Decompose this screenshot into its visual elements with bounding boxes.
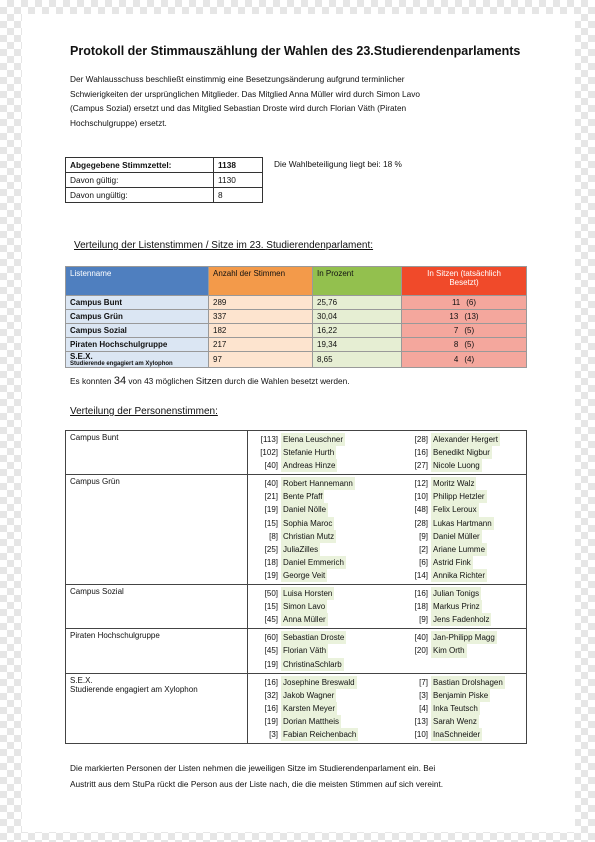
- seats-value: 13: [449, 312, 459, 321]
- candidate-column: [252, 587, 402, 626]
- candidate-entry: [402, 613, 522, 626]
- candidate-votes: [9]: [419, 615, 428, 625]
- list-table-row: [66, 310, 527, 324]
- candidate-votes: [14]: [414, 570, 428, 580]
- candidate-entry: [252, 517, 402, 530]
- ballot-value: 8: [214, 188, 263, 203]
- candidate-name: Jakob Wagner: [281, 689, 336, 702]
- party-name: Campus Bunt: [70, 433, 119, 442]
- header-seats-line1: In Sitzen (tatsächlich: [427, 269, 501, 278]
- list-votes-heading: Verteilung der Listenstimmen / Sitze im 23. Studierendenparlament:: [74, 240, 374, 251]
- candidate-name: Daniel Nölle: [281, 503, 328, 516]
- list-percent-cell: 30,04: [313, 310, 402, 324]
- header-votes: Anzahl der Stimmen: [209, 267, 313, 296]
- candidate-votes: [10]: [414, 729, 428, 739]
- candidate-entry: [252, 702, 402, 715]
- candidate-column: [252, 631, 402, 670]
- candidate-votes: [28]: [414, 518, 428, 528]
- candidate-name: Dorian Mattheis: [281, 715, 341, 728]
- candidate-name: Andreas Hinze: [281, 459, 337, 472]
- seats-note-word: Sitzen: [195, 376, 223, 387]
- candidate-entry: [402, 477, 522, 490]
- candidate-votes: [20]: [414, 646, 428, 656]
- document-page: [22, 14, 575, 832]
- candidate-entry: [402, 702, 522, 715]
- candidate-votes: [3]: [269, 729, 278, 739]
- candidate-votes: [8]: [269, 531, 278, 541]
- candidate-name: Markus Prinz: [431, 600, 482, 613]
- candidate-entry: [402, 587, 522, 600]
- candidate-entry: [252, 569, 402, 582]
- candidate-votes: [15]: [264, 518, 278, 528]
- candidate-entry: [252, 556, 402, 569]
- candidate-entry: [402, 728, 522, 741]
- seats-occupied: (13): [464, 312, 479, 321]
- list-name: Campus Grün: [70, 312, 123, 321]
- seats-occupied: (5): [464, 326, 475, 335]
- list-percent-cell: 25,76: [313, 296, 402, 310]
- candidate-name: Florian Väth: [281, 644, 328, 657]
- candidate-name: Jens Fadenholz: [431, 613, 491, 626]
- candidate-name: Julian Tonigs: [431, 587, 481, 600]
- candidate-votes: [45]: [264, 646, 278, 656]
- list-seats-cell: [402, 352, 527, 368]
- seats-value: 4: [453, 355, 459, 364]
- candidate-name: Felix Leroux: [431, 503, 479, 516]
- party-candidates-cell: [248, 475, 527, 585]
- candidate-votes: [18]: [264, 557, 278, 567]
- candidate-entry: [402, 556, 522, 569]
- candidate-name: Simon Lavo: [281, 600, 327, 613]
- list-table-row: [66, 296, 527, 310]
- candidate-votes: [40]: [264, 479, 278, 489]
- candidate-entry: [402, 631, 522, 644]
- candidate-entry: [252, 676, 402, 689]
- list-seats-cell: [402, 338, 527, 352]
- footer-line: Die markierten Personen der Listen nehmen die jeweiligen Sitze im Studierendenparlament ein. Bei: [70, 763, 436, 773]
- list-votes-cell: 97: [209, 352, 313, 368]
- seats-occupied: (4): [464, 355, 475, 364]
- seats-note-number: 34: [113, 375, 127, 387]
- candidate-name: InaSchneider: [431, 728, 482, 741]
- candidate-name: Sarah Wenz: [431, 715, 479, 728]
- ballot-label: Abgegebene Stimmzettel:: [66, 158, 214, 173]
- party-row: [66, 673, 527, 743]
- candidate-name: Inka Teutsch: [431, 702, 480, 715]
- candidate-name: Robert Hannemann: [281, 477, 355, 490]
- seats-note-mid: von 43 möglichen: [126, 376, 196, 386]
- candidate-entry: [252, 587, 402, 600]
- list-votes-cell: 337: [209, 310, 313, 324]
- list-name: Campus Sozial: [70, 326, 127, 335]
- candidate-name: Daniel Müller: [431, 530, 482, 543]
- ballot-table: [65, 157, 263, 203]
- candidate-name: Stefanie Hurth: [281, 446, 336, 459]
- list-seats-cell: [402, 324, 527, 338]
- candidate-entry: [252, 689, 402, 702]
- intro-paragraph: [70, 72, 520, 130]
- candidate-column: [402, 676, 522, 741]
- candidate-entry: [402, 715, 522, 728]
- candidate-votes: [9]: [419, 531, 428, 541]
- list-name-cell: [66, 352, 209, 368]
- candidate-votes: [21]: [264, 492, 278, 502]
- candidate-name: Benedikt Nigbur: [431, 446, 492, 459]
- candidate-entry: [252, 631, 402, 644]
- candidate-votes: [28]: [414, 435, 428, 444]
- ballot-label: Davon ungültig:: [66, 188, 214, 203]
- candidate-column: [252, 477, 402, 582]
- candidate-votes: [16]: [414, 448, 428, 458]
- candidate-entry: [252, 543, 402, 556]
- ballot-row: [66, 173, 263, 188]
- seats-value: 8: [453, 340, 459, 349]
- ballot-value: 1138: [214, 158, 263, 173]
- party-row: [66, 475, 527, 585]
- candidate-name: Christian Mutz: [281, 530, 336, 543]
- seats-note-pre: Es konnten: [70, 376, 114, 386]
- candidate-votes: [18]: [414, 602, 428, 612]
- candidate-entry: [402, 543, 522, 556]
- party-candidates-cell: [248, 431, 527, 475]
- candidate-entry: [402, 569, 522, 582]
- candidate-name: JuliaZilles: [281, 543, 320, 556]
- ballot-row: [66, 158, 263, 173]
- candidate-votes: [25]: [264, 544, 278, 554]
- candidate-column: [402, 477, 522, 582]
- candidate-entry: [252, 644, 402, 657]
- candidate-votes: [48]: [414, 505, 428, 515]
- candidate-entry: [252, 503, 402, 516]
- candidate-votes: [19]: [264, 716, 278, 726]
- seats-value: 7: [453, 326, 459, 335]
- turnout-note: Die Wahlbeteiligung liegt bei: 18 %: [274, 159, 402, 169]
- candidate-entry: [252, 715, 402, 728]
- candidate-votes: [2]: [419, 544, 428, 554]
- candidate-votes: [40]: [264, 461, 278, 471]
- candidate-votes: [19]: [264, 570, 278, 580]
- list-percent-cell: 8,65: [313, 352, 402, 368]
- candidate-entry: [252, 490, 402, 503]
- seats-value: 11: [451, 298, 461, 307]
- candidate-name: Sebastian Droste: [281, 631, 346, 644]
- intro-line: Schwierigkeiten der ursprünglichen Mitglieder. Das Mitglied Anna Müller wird durch Simon Lavo: [70, 88, 421, 99]
- seats-note-post: durch die Wahlen besetzt werden.: [222, 376, 350, 386]
- candidate-name: Fabian Reichenbach: [281, 728, 358, 741]
- list-table-row: [66, 352, 527, 368]
- list-table-row: [66, 338, 527, 352]
- candidate-name: Ariane Lumme: [431, 543, 487, 556]
- party-name-cell: [66, 629, 248, 673]
- candidate-entry: [252, 613, 402, 626]
- candidate-name: Benjamin Piske: [431, 689, 490, 702]
- candidate-entry: [252, 658, 402, 671]
- candidate-votes: [40]: [414, 633, 428, 643]
- party-name-cell: [66, 431, 248, 475]
- candidate-name: George Veit: [281, 569, 327, 582]
- list-votes-cell: 182: [209, 324, 313, 338]
- candidate-votes: [113]: [260, 435, 278, 444]
- intro-line: (Campus Sozial) ersetzt und das Mitglied Sebastian Droste wird durch Florian Väth (Piraten: [70, 103, 407, 113]
- party-row: [66, 629, 527, 673]
- party-candidates-cell: [248, 585, 527, 629]
- candidate-votes: [50]: [264, 589, 278, 599]
- candidate-votes: [13]: [414, 716, 428, 726]
- party-candidates-cell: [248, 673, 527, 743]
- party-name: Piraten Hochschulgruppe: [70, 631, 160, 641]
- list-name-cell: [66, 324, 209, 338]
- candidate-entry: [402, 600, 522, 613]
- ballot-label: Davon gültig:: [66, 173, 214, 188]
- footer-line: Austritt aus dem StuPa rückt die Person aus der Liste nach, die die meisten Stimmen auf sich vereint.: [70, 779, 444, 789]
- party-name-cell: [66, 475, 248, 585]
- candidate-column: [402, 433, 522, 472]
- list-seats-cell: [402, 296, 527, 310]
- candidate-name: Moritz Walz: [431, 477, 476, 490]
- page-title: Protokoll der Stimmauszählung der Wahlen des 23.Studierendenparlaments: [70, 44, 521, 58]
- party-name-cell: [66, 673, 248, 743]
- header-percent: In Prozent: [313, 267, 402, 296]
- candidate-entry: [402, 459, 522, 472]
- candidate-entry: [402, 676, 522, 689]
- list-seats-cell: [402, 310, 527, 324]
- candidate-name: Sophia Maroc: [281, 517, 334, 530]
- candidate-name: Bente Pfaff: [281, 490, 324, 503]
- candidate-name: Josephine Breswald: [281, 676, 357, 689]
- list-name: Campus Bunt: [70, 298, 122, 307]
- candidate-votes: [60]: [264, 633, 278, 643]
- candidate-entry: [402, 530, 522, 543]
- candidate-entry: [252, 459, 402, 472]
- candidate-entry: [252, 477, 402, 490]
- candidate-votes: [16]: [414, 589, 428, 599]
- list-name-sub: Studierende engagiert am Xylophon: [70, 361, 173, 367]
- party-row: [66, 431, 527, 475]
- candidate-entry: [252, 433, 402, 446]
- candidate-name: Karsten Meyer: [281, 702, 337, 715]
- candidate-votes: [19]: [264, 505, 278, 515]
- party-name-cell: [66, 585, 248, 629]
- candidate-entry: [252, 446, 402, 459]
- party-name-sub: Studierende engagiert am Xylophon: [70, 684, 198, 694]
- candidate-name: Philipp Hetzler: [431, 490, 487, 503]
- intro-line: Hochschulgruppe) ersetzt.: [70, 117, 167, 128]
- seats-note: [70, 375, 350, 387]
- candidate-name: Annika Richter: [431, 569, 487, 582]
- candidate-entry: [402, 517, 522, 530]
- candidate-votes: [32]: [264, 690, 278, 700]
- candidate-entry: [402, 503, 522, 516]
- candidate-name: Kim Orth: [431, 644, 467, 657]
- candidate-votes: [19]: [264, 659, 278, 669]
- seats-occupied: (5): [464, 340, 475, 349]
- candidate-column: [402, 631, 522, 670]
- header-seats: [402, 267, 527, 296]
- candidate-name: Daniel Emmerich: [281, 556, 346, 569]
- candidate-entry: [252, 600, 402, 613]
- candidate-entry: [402, 433, 522, 446]
- list-name: S.E.X.: [70, 352, 93, 361]
- list-name-cell: [66, 310, 209, 324]
- candidate-entry: [402, 446, 522, 459]
- candidate-entry: [402, 490, 522, 503]
- header-seats-line2: Besetzt): [449, 278, 479, 287]
- candidate-votes: [6]: [419, 557, 428, 567]
- candidate-votes: [27]: [414, 461, 428, 471]
- candidate-entry: [252, 530, 402, 543]
- list-votes-cell: 289: [209, 296, 313, 310]
- candidate-entry: [402, 689, 522, 702]
- ballot-row: [66, 188, 263, 203]
- candidate-name: ChristinaSchlarb: [281, 658, 344, 671]
- party-name: Campus Grün: [70, 477, 120, 487]
- list-percent-cell: 16,22: [313, 324, 402, 338]
- candidate-name: Elena Leuschner: [281, 433, 345, 446]
- candidate-votes: [7]: [419, 677, 428, 687]
- list-name-cell: [66, 296, 209, 310]
- candidate-votes: [16]: [264, 677, 278, 687]
- list-name: Piraten Hochschulgruppe: [70, 340, 168, 349]
- party-name: Campus Sozial: [70, 587, 124, 597]
- list-table-row: [66, 324, 527, 338]
- list-table-header-row: [66, 267, 527, 296]
- candidate-name: Jan-Philipp Magg: [431, 631, 497, 644]
- list-votes-table: [65, 266, 527, 368]
- ballot-value: 1130: [214, 173, 263, 188]
- party-name: S.E.X.: [70, 675, 93, 685]
- intro-line: Der Wahlausschuss beschließt einstimmig eine Besetzungsänderung aufgrund terminlicher: [70, 74, 405, 84]
- header-listenname: Listenname: [66, 267, 209, 296]
- seats-occupied: (6): [466, 298, 477, 307]
- candidate-name: Alexander Hergert: [431, 433, 500, 446]
- person-votes-heading: Verteilung der Personenstimmen:: [70, 406, 218, 417]
- candidate-votes: [45]: [264, 615, 278, 625]
- candidate-votes: [15]: [264, 602, 278, 612]
- person-votes-table: [65, 430, 527, 744]
- candidate-votes: [102]: [260, 448, 278, 458]
- candidate-votes: [12]: [414, 479, 428, 489]
- candidate-name: Lukas Hartmann: [431, 517, 494, 530]
- list-percent-cell: 19,34: [313, 338, 402, 352]
- candidate-votes: [10]: [414, 492, 428, 502]
- party-candidates-cell: [248, 629, 527, 673]
- party-row: [66, 585, 527, 629]
- candidate-name: Bastian Drolshagen: [431, 676, 505, 689]
- candidate-votes: [3]: [419, 690, 428, 700]
- candidate-entry: [252, 728, 402, 741]
- footer-paragraph: [70, 760, 540, 792]
- candidate-name: Anna Müller: [281, 613, 328, 626]
- candidate-column: [402, 587, 522, 626]
- candidate-name: Luisa Horsten: [281, 587, 334, 600]
- list-name-cell: [66, 338, 209, 352]
- candidate-name: Nicole Luong: [431, 459, 482, 472]
- candidate-votes: [16]: [264, 703, 278, 713]
- candidate-column: [252, 433, 402, 472]
- candidate-votes: [4]: [419, 703, 428, 713]
- candidate-name: Astrid Fink: [431, 556, 473, 569]
- candidate-entry: [402, 644, 522, 657]
- list-votes-cell: 217: [209, 338, 313, 352]
- candidate-column: [252, 676, 402, 741]
